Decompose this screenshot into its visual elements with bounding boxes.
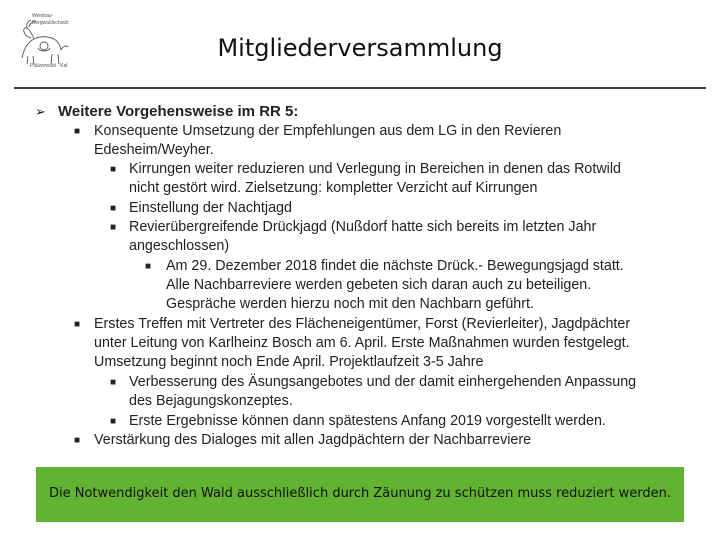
list-line: Edesheim/Weyher. xyxy=(94,142,214,158)
list-line: Revierübergreifende Drückjagd (Nußdorf hatte sich bereits im letzten Jahr xyxy=(129,219,597,235)
list-line: Verbesserung des Äsungsangebotes und der damit einhergehenden Anpassung xyxy=(129,374,637,390)
square-bullet-icon: ■ xyxy=(74,319,81,330)
square-bullet-icon: ■ xyxy=(74,126,81,137)
list-line: unter Leitung von Karlheinz Bosch am 6. April. Erste Maßnahmen wurden festgelegt. xyxy=(94,335,630,351)
list-line: Umsetzung beginnt noch Ende April. Projektlaufzeit 3-5 Jahre xyxy=(94,354,484,370)
banner-text: Die Notwendigkeit den Wald ausschließlich durch Zäunung zu schützen muss reduziert werden. xyxy=(49,486,671,501)
logo-text-3: Pfälzerwald · Kal xyxy=(30,63,68,69)
list-line: Erste Ergebnisse können dann spätestens Anfang 2019 vorgestellt werden. xyxy=(129,413,606,429)
list-line: Erstes Treffen mit Vertreter des Flächeneigentümer, Forst (Revierleiter), Jagdpächter xyxy=(94,316,631,332)
list-line: Einstellung der Nachtjagd xyxy=(129,200,292,216)
section-heading: Weitere Vorgehensweise im RR 5: xyxy=(58,103,299,120)
list-line: Gespräche werden hierzu noch mit den Nachbarn geführt. xyxy=(166,296,534,312)
logo-text-1: Weinbau- xyxy=(32,13,54,19)
square-bullet-icon: ■ xyxy=(110,203,117,214)
square-bullet-icon: ■ xyxy=(74,435,81,446)
logo-text-2: Bergwaldschutzt xyxy=(32,20,69,26)
page-title: Mitgliederversammlung xyxy=(217,34,503,62)
list-line: Kirrungen weiter reduzieren und Verlegung in Bereichen in denen das Rotwild xyxy=(129,161,621,177)
list-line: Alle Nachbarreviere werden gebeten sich daran auch zu beteiligen. xyxy=(166,277,592,293)
square-bullet-icon: ■ xyxy=(110,416,117,427)
square-bullet-icon: ■ xyxy=(110,222,117,233)
list-line: nicht gestört wird. Zielsetzung: kompletter Verzicht auf Kirrungen xyxy=(129,180,538,196)
conclusion-banner xyxy=(36,467,684,522)
list-line: Am 29. Dezember 2018 findet die nächste Drück.- Bewegungsjagd statt. xyxy=(166,258,624,274)
title-divider xyxy=(14,87,706,89)
arrow-bullet-icon: ➢ xyxy=(35,104,46,119)
list-line: des Bejagungskonzeptes. xyxy=(129,393,293,409)
square-bullet-icon: ■ xyxy=(110,164,117,175)
square-bullet-icon: ■ xyxy=(145,261,152,272)
list-line: Verstärkung des Dialoges mit allen Jagdpächtern der Nachbarreviere xyxy=(94,432,532,448)
list-line: Konsequente Umsetzung der Empfehlungen aus dem LG in den Revieren xyxy=(94,123,562,139)
square-bullet-icon: ■ xyxy=(110,377,117,388)
list-line: angeschlossen) xyxy=(129,238,230,254)
